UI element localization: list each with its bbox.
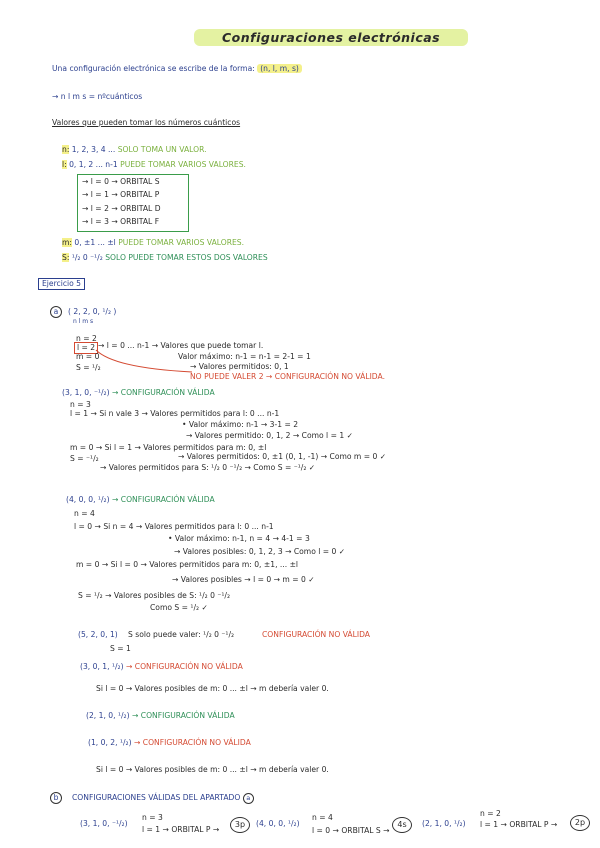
first-invalid-note: NO PUEDE VALER 2 → CONFIGURACIÓN NO VÁLIDA. xyxy=(190,372,385,381)
result-config: (2, 1, 0, ¹/₂) xyxy=(422,819,466,828)
third-max: • Valor máximo: n-1, n = 4 → 4-1 = 3 xyxy=(168,534,310,543)
second-max: • Valor máximo: n-1 → 3-1 = 2 xyxy=(182,420,299,429)
second-n: n = 3 xyxy=(70,400,91,409)
first-l: l = 2 xyxy=(74,342,98,354)
result-l: l = 1 → ORBITAL P → xyxy=(142,825,220,834)
result-config: (3, 1, 0, ⁻¹/₂) xyxy=(80,819,128,828)
config-3-verdict: CONFIGURACIÓN VÁLIDA xyxy=(120,495,215,504)
config-5: (3, 0, 1, ¹/₂) → CONFIGURACIÓN NO VÁLIDA xyxy=(80,662,243,671)
exercise-label: Ejercicio 5 xyxy=(38,278,85,290)
rule-s xyxy=(62,253,268,263)
second-allowed: → Valores permitido: 0, 1, 2 → Como l = 1 ✓ xyxy=(186,431,353,440)
config-3: (4, 0, 0, ¹/₂) → CONFIGURACIÓN VÁLIDA xyxy=(66,495,215,504)
second-l: l = 1 → Si n vale 3 → Valores permitidos para l: 0 ... n-1 xyxy=(70,409,280,418)
config-4-verdict: CONFIGURACIÓN NO VÁLIDA xyxy=(262,630,371,639)
rule-m xyxy=(62,238,244,248)
intro-sentence: Una configuración electrónica se escribe de la forma: xyxy=(52,64,255,73)
first-allowed: → Valores permitidos: 0, 1 xyxy=(190,362,289,371)
part-b-circle: b xyxy=(50,792,62,804)
config-2-verdict: CONFIGURACIÓN VÁLIDA xyxy=(120,388,215,397)
config-4: (5, 2, 0, 1) xyxy=(78,630,118,639)
config-7: (1, 0, 2, ¹/₂) → CONFIGURACIÓN NO VÁLIDA xyxy=(88,738,251,747)
config-1: ( 2, 2, 0, ¹/₂ ) xyxy=(68,307,117,316)
second-m: m = 0 → Si l = 1 → Valores permitidos para m: 0, ±l xyxy=(70,443,267,452)
red-arrow-icon xyxy=(94,348,194,374)
rule-n-label: n: xyxy=(62,145,70,154)
first-max: Valor máximo: n-1 = n-1 = 2-1 = 1 xyxy=(178,352,311,361)
config-1-sub: n l m s xyxy=(73,318,94,325)
third-m: m = 0 → Si l = 0 → Valores permitidos para m: 0, ±1, ... ±l xyxy=(76,560,299,569)
rule-n xyxy=(62,145,207,155)
second-s-line: → Valores permitidos para S: ¹/₂ 0 ⁻¹/₂ → Como S = ⁻¹/₂ ✓ xyxy=(100,463,316,472)
first-rule: → l = 0 ... n-1 → Valores que puede tomar l. xyxy=(98,341,264,350)
third-s: S = ¹/₂ → Valores posibles de S: ¹/₂ 0 ⁻¹/₂ xyxy=(78,591,231,600)
result-n: n = 3 xyxy=(142,813,163,822)
config-5-line: Si l = 0 → Valores posibles de m: 0 ... ±l → m debería valer 0. xyxy=(96,684,329,693)
result-orbital: 4s xyxy=(392,817,412,833)
config-5-verdict: CONFIGURACIÓN NO VÁLIDA xyxy=(134,662,243,671)
rule-m-note: PUEDE TOMAR VARIOS VALORES. xyxy=(118,238,245,247)
config-7-line: Si l = 0 → Valores posibles de m: 0 ... ±l → m debería valer 0. xyxy=(96,765,329,774)
result-orbital: 2p xyxy=(570,815,590,831)
third-s-check: Como S = ¹/₂ ✓ xyxy=(150,603,208,612)
config-6: (2, 1, 0, ¹/₂) → CONFIGURACIÓN VÁLIDA xyxy=(86,711,235,720)
config-4-note: S solo puede valer: ¹/₂ 0 ⁻¹/₂ xyxy=(128,630,235,639)
result-n: n = 2 xyxy=(480,809,501,818)
part-b-ref: a xyxy=(243,793,254,804)
part-b-heading: CONFIGURACIONES VÁLIDAS DEL APARTADO a xyxy=(72,793,254,804)
second-m-allowed: → Valores permitidos: 0, ±1 (0, 1, -1) → Como m = 0 ✓ xyxy=(178,452,387,461)
rule-n-values: 1, 2, 3, 4 ... xyxy=(71,145,116,154)
result-orbital: 3p xyxy=(230,817,250,833)
rule-l-note: PUEDE TOMAR VARIOS VALORES. xyxy=(120,160,246,169)
rule-s-note: SOLO PUEDE TOMAR ESTOS DOS VALORES xyxy=(105,253,268,262)
orbital-row: → l = 3 → ORBITAL F xyxy=(82,217,160,226)
first-n: n = 2 xyxy=(76,334,97,343)
config-6-verdict: CONFIGURACIÓN VÁLIDA xyxy=(140,711,235,720)
orbital-row: → l = 0 → ORBITAL S xyxy=(82,177,160,186)
orbitals-box xyxy=(77,174,189,232)
rule-m-values: 0, ±1 ... ±l xyxy=(74,238,116,247)
config-2: (3, 1, 0, ⁻¹/₂) → CONFIGURACIÓN VÁLIDA xyxy=(62,388,215,397)
orbital-row: → l = 1 → ORBITAL P xyxy=(82,190,160,199)
second-s: S = ⁻¹/₂ xyxy=(70,454,99,463)
first-m: m = 0 xyxy=(76,352,100,361)
rule-l xyxy=(62,160,246,170)
rule-s-label: S: xyxy=(62,253,70,262)
part-a-marker xyxy=(50,306,62,318)
third-allowed: → Valores posibles: 0, 1, 2, 3 → Como l = 0 ✓ xyxy=(174,547,346,556)
result-n: n = 4 xyxy=(312,813,333,822)
part-a-circle: a xyxy=(50,306,62,318)
orbital-row: → l = 2 → ORBITAL D xyxy=(82,204,161,213)
page-title-wrap xyxy=(194,27,468,46)
third-m-allowed: → Valores posibles → l = 0 → m = 0 ✓ xyxy=(172,575,315,584)
config-4-s: S = 1 xyxy=(110,644,131,653)
page-title: Configuraciones electrónicas xyxy=(194,29,468,46)
rule-n-note: SOLO TOMA UN VALOR. xyxy=(117,145,207,154)
rule-l-values: 0, 1, 2 ... n-1 xyxy=(69,160,118,169)
intro-form: (n, l, m, s) xyxy=(257,64,302,73)
rule-m-label: m: xyxy=(62,238,72,247)
third-l: l = 0 → Si n = 4 → Valores permitidos para l: 0 ... n-1 xyxy=(74,522,274,531)
rule-l-label: l: xyxy=(62,160,67,169)
intro-text xyxy=(52,64,302,74)
quantum-numbers-line: → n l m s = nºcuánticos xyxy=(52,92,143,101)
third-n: n = 4 xyxy=(74,509,95,518)
result-config: (4, 0, 0, ¹/₂) xyxy=(256,819,300,828)
values-heading: Valores que pueden tomar los números cuánticos xyxy=(52,118,241,127)
part-b-marker xyxy=(50,792,62,804)
result-l: l = 0 → ORBITAL S → xyxy=(312,826,390,835)
result-l: l = 1 → ORBITAL P → xyxy=(480,820,558,829)
config-7-verdict: CONFIGURACIÓN NO VÁLIDA xyxy=(142,738,251,747)
rule-s-values: ¹/₂ 0 ⁻¹/₂ xyxy=(71,253,103,262)
first-s: S = ¹/₂ xyxy=(76,363,101,372)
